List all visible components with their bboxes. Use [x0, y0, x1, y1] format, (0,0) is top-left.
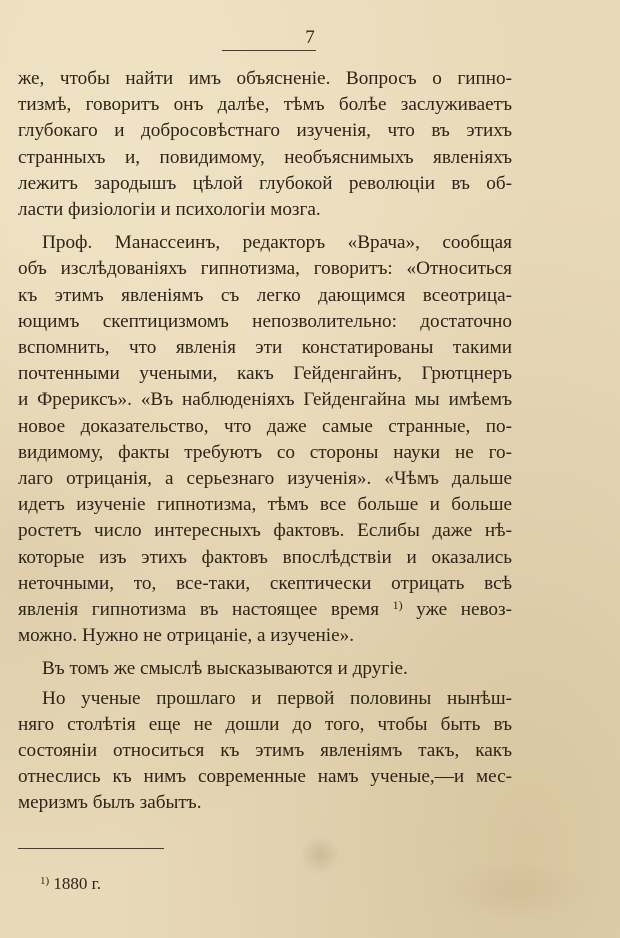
text-line — [18, 686, 512, 712]
text-line: ющимъ скептицизмомъ непозволительно: достаточно — [18, 310, 512, 332]
text-line: видимому, факты требуютъ со стороны науки не го- — [18, 441, 512, 463]
text-line: тизмѣ, говоритъ онъ далѣе, тѣмъ болѣе заслуживаетъ — [18, 94, 512, 116]
text-line-content: Но ученые прошлаго и первой половины нынѣш- — [42, 687, 512, 709]
text-line: можно. Нужно не отрицаніе, а изученіе». — [18, 625, 355, 647]
footnote-rule — [18, 848, 164, 849]
text-line: меризмъ былъ забытъ. — [18, 792, 202, 814]
text-line: новое доказательство, что даже самые странные, по- — [18, 415, 512, 437]
text-line: странныхъ и, повидимому, необъяснимыхъ явленіяхъ — [18, 146, 512, 168]
text-line: же, чтобы найти имъ объясненіе. Вопросъ о гипно- — [18, 68, 512, 89]
paragraph-2 — [18, 230, 512, 649]
text-line-with-note — [18, 597, 512, 623]
text-line: лежитъ зародышъ цѣлой глубокой революціи въ об- — [18, 172, 512, 194]
text-line: отнеслись къ нимъ современные намъ ученые,—и мес- — [18, 766, 512, 788]
text-line: почтенными учеными, какъ Гейденгайнъ, Грютцнеръ — [18, 363, 512, 385]
header-rule — [222, 50, 316, 51]
paper-stain — [300, 835, 340, 875]
text-line — [18, 230, 512, 256]
footnote-reference: 1) — [392, 598, 403, 613]
footnote-marker: 1) — [40, 875, 50, 887]
text-line: идетъ изученіе гипнотизма, тѣмъ все больше и больше — [18, 494, 512, 516]
text-line: неточными, то, все-таки, скептически отрицать всѣ — [18, 572, 512, 594]
text-line: ростетъ число интересныхъ фактовъ. Еслибы даже нѣ- — [18, 520, 512, 542]
footnote-text: 1880 г. — [53, 874, 101, 893]
footnote — [40, 873, 101, 895]
text-line: къ этимъ явленіямъ съ легко дающимся всеотрица- — [18, 284, 512, 306]
text-segment: явленія гипнотизма въ настоящее время — [18, 599, 380, 621]
text-line: вспомнить, что явленія эти констатированы такими — [18, 337, 512, 359]
text-line: объ изслѣдованіяхъ гипнотизма, говоритъ: «Относиться — [18, 258, 512, 280]
text-line-content: Въ томъ же смыслѣ высказываются и другіе. — [42, 658, 408, 680]
text-line: которые изъ этихъ фактовъ впослѣдствіи и оказались — [18, 546, 512, 568]
paragraph-1 — [18, 66, 512, 223]
text-line: и Фрериксъ». «Въ наблюденіяхъ Гейденгайна мы имѣемъ — [18, 389, 512, 411]
page-number: 7 — [305, 27, 315, 48]
text-line: ласти физіологіи и психологіи мозга. — [18, 199, 321, 221]
main-text — [18, 66, 512, 817]
text-line: состояніи относиться къ этимъ явленіямъ такъ, какъ — [18, 740, 512, 762]
text-line-content: Проф. Манассеинъ, редакторъ «Врача», сообщая — [42, 232, 512, 254]
text-line — [18, 656, 512, 682]
text-segment: уже невоз- — [416, 599, 512, 621]
paragraph-4 — [18, 686, 512, 817]
text-line: глубокаго и добросовѣстнаго изученія, что въ этихъ — [18, 120, 512, 142]
paragraph-3 — [18, 656, 512, 682]
paper-stain — [440, 860, 590, 920]
text-line: няго столѣтія еще не дошли до того, чтобы быть въ — [18, 713, 512, 735]
text-line: лаго отрицанія, а серьезнаго изученія». «Чѣмъ дальше — [18, 468, 512, 490]
